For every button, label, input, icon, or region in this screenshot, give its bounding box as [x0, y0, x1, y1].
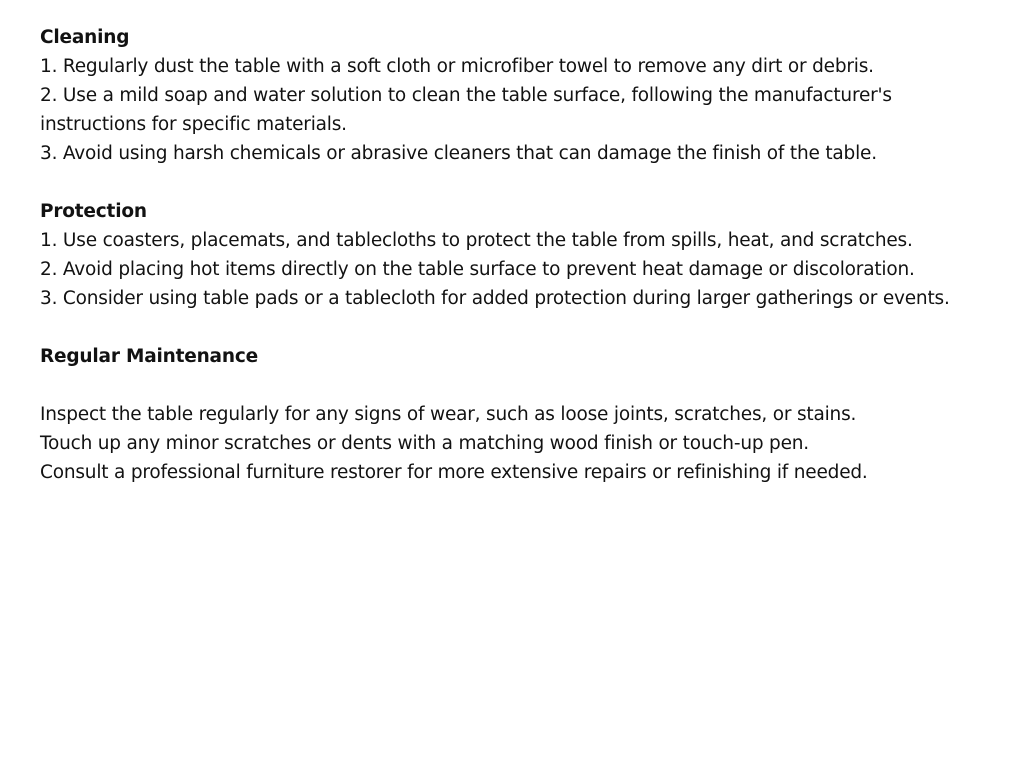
protection-item-3: 3. Consider using table pads or a tablecloth for added protection during larger gatherings or events. [40, 288, 950, 309]
protection-item-2: 2. Avoid placing hot items directly on the table surface to prevent heat damage or discoloration. [40, 259, 915, 280]
document-body [40, 23, 970, 487]
cleaning-item-2: 2. Use a mild soap and water solution to clean the table surface, following the manufacturer's instructions for specific materials. [40, 85, 892, 135]
section-spacer [40, 313, 970, 342]
protection-heading: Protection [40, 201, 147, 222]
cleaning-item-1: 1. Regularly dust the table with a soft cloth or microfiber towel to remove any dirt or debris. [40, 56, 874, 77]
cleaning-item-3: 3. Avoid using harsh chemicals or abrasive cleaners that can damage the finish of the table. [40, 143, 877, 164]
maintenance-heading: Regular Maintenance [40, 346, 258, 367]
cleaning-heading: Cleaning [40, 27, 130, 48]
maintenance-item-3: Consult a professional furniture restorer for more extensive repairs or refinishing if needed. [40, 462, 868, 483]
maintenance-item-2: Touch up any minor scratches or dents with a matching wood finish or touch-up pen. [40, 433, 809, 454]
section-spacer [40, 371, 970, 400]
section-spacer [40, 168, 970, 197]
protection-item-1: 1. Use coasters, placemats, and tablecloths to protect the table from spills, heat, and scratches. [40, 230, 913, 251]
maintenance-item-1: Inspect the table regularly for any signs of wear, such as loose joints, scratches, or stains. [40, 404, 857, 425]
